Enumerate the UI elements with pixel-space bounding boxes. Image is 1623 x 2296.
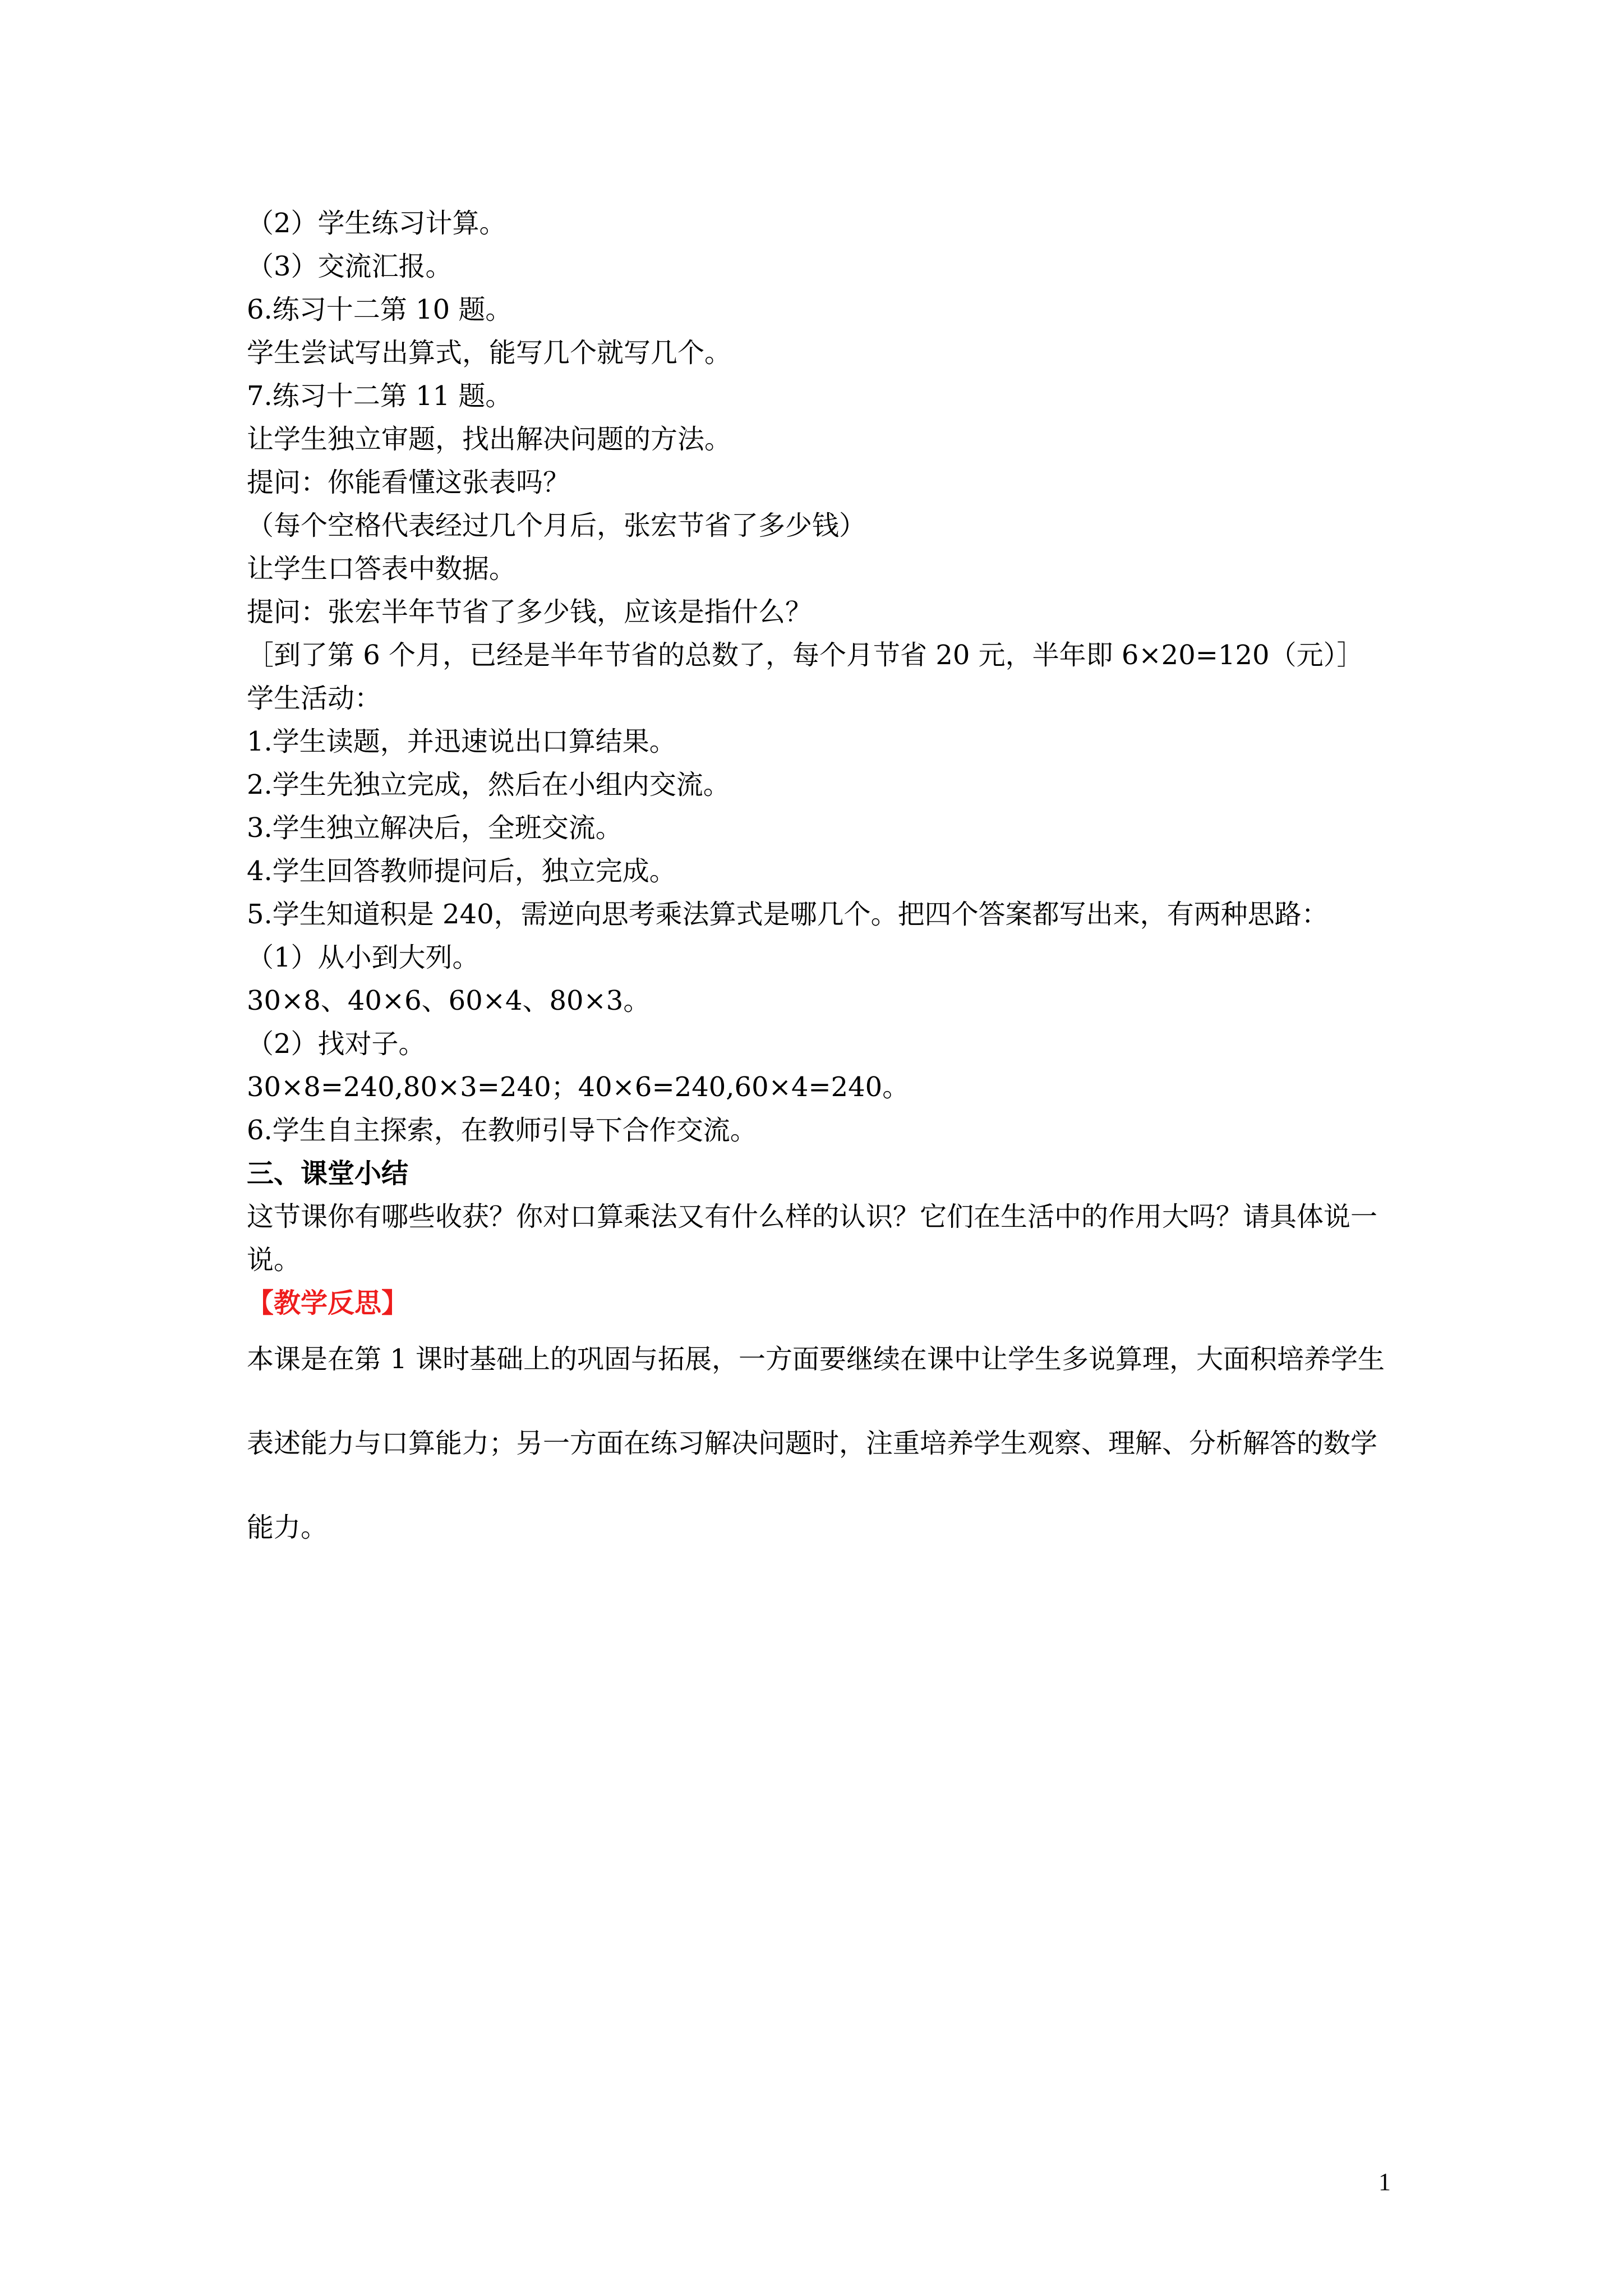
text-line: 30×8=240,80×3=240；40×6=240,60×4=240。 [247,1071,910,1103]
summary-heading: 三、课堂小结 [247,1158,409,1189]
text-line: ［到了第 6 个月，已经是半年节省的总数了，每个月节省 20 元，半年即 6×20=120（元）］ [247,639,1364,671]
text-line: 让学生口答表中数据。 [247,553,517,585]
text-line: 3.学生独立解决后，全班交流。 [247,812,623,844]
page-number: 1 [1378,2168,1391,2196]
text-line: 30×8、40×6、60×4、80×3。 [247,985,651,1016]
text-line: 学生尝试写出算式，能写几个就写几个。 [247,337,732,369]
document-body [247,202,1396,1570]
text-line: 提问：张宏半年节省了多少钱，应该是指什么？ [247,596,813,628]
text-line: 7.练习十二第 11 题。 [247,380,513,412]
text-line: 学生活动： [247,683,382,714]
text-line: （3）交流汇报。 [247,251,453,282]
text-line: 6.练习十二第 10 题。 [247,294,513,325]
text-line: 让学生独立审题，找出解决问题的方法。 [247,424,732,455]
summary-text: 这节课你有哪些收获？你对口算乘法又有什么样的认识？它们在生活中的作用大吗？请具体说一说。 [247,1201,1378,1276]
text-line: 6.学生自主探索，在教师引导下合作交流。 [247,1115,757,1146]
reflection-heading: 【教学反思】 [247,1287,409,1319]
text-line: （每个空格代表经过几个月后，张宏节省了多少钱） [247,510,866,541]
reflection-text: 本课是在第 1 课时基础上的巩固与拓展，一方面要继续在课中让学生多说算理，大面积培养学生表述能力与口算能力；另一方面在练习解决问题时，注重培养学生观察、理解、分析解答的数学能力。 [247,1343,1385,1543]
text-line: （2）找对子。 [247,1028,426,1060]
text-line: 1.学生读题，并迅速说出口算结果。 [247,726,676,757]
text-line: 5.学生知道积是 240，需逆向思考乘法算式是哪几个。把四个答案都写出来，有两种思路： [247,899,1329,930]
text-line: （2）学生练习计算。 [247,208,506,239]
text-line: 4.学生回答教师提问后，独立完成。 [247,855,676,887]
text-line: 提问：你能看懂这张表吗？ [247,467,570,498]
text-line: 2.学生先独立完成，然后在小组内交流。 [247,769,730,800]
text-line: （1）从小到大列。 [247,942,479,973]
